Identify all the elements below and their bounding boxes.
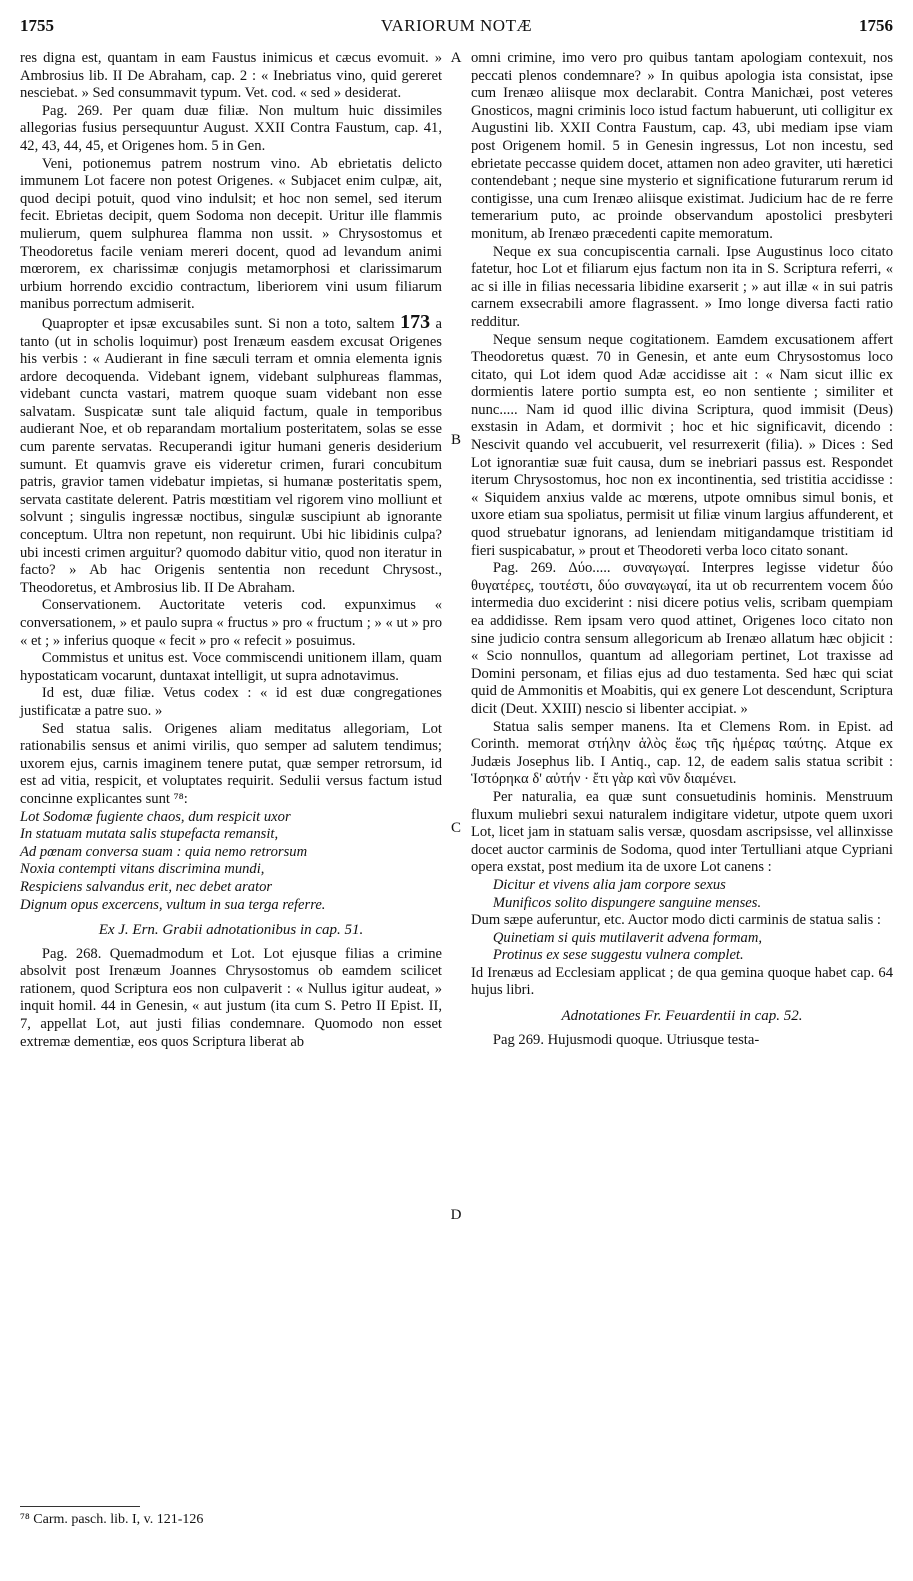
paragraph-text: Quapropter et ipsæ excusabiles sunt. Si non a toto, saltem — [41, 315, 395, 332]
verse-line: Dicitur et vivens alia jam corpore sexus — [492, 876, 726, 893]
running-header — [20, 16, 893, 40]
margin-marker-c: C — [450, 820, 461, 836]
section-heading: Ex J. Ern. Grabii adnotationibus in cap. 51. — [98, 922, 364, 939]
page-number-right: 1756 — [859, 16, 893, 35]
verse-line: Munificos solito dispungere sanguine menses. — [492, 894, 762, 911]
paragraph: Pag 269. Hujusmodi quoque. Utriusque testa- — [492, 1031, 760, 1048]
verse-line: Noxia contempti vitans discrimina mundi, — [20, 861, 265, 878]
verse-line: Protinus ex sese suggestu vulnera complet. — [492, 947, 744, 964]
paragraph: Pag. 269. Per quam duæ filiæ. Non multum huic dissimiles allegorias fusius persequuntur August. XXII Contra Faustum, cap. 41, 42, 43, 44, 45, et Origenes hom. 5 in Gen. — [20, 102, 442, 154]
paragraph: Neque sensum neque cogitationem. Eamdem excusationem affert Theodoretus quæst. 70 in Genesin, et ante eum Chrysostomus loco citato, qui Lot idem quod Adæ accidisse ait : « Nam sicut illic ex dormientis latere portio sumpta est, eo non sentiente ; similiter et nunc..... Nam id quod illic divina Scriptura, quod immisit (Deus) exstasin in Adam, et dormivit ; hoc et hic significavit, dicendo : Nescivit quando vel accubuerit, vel resurrexerit (filia). » Dices : Sed Lot ignorantiæ suæ fuit causa, dum se inebriari passus est. Respondet iterum Chrysostomus, hoc non ex incontinentia, sed tristitia accidisse : « Siquidem anxius valde ac mœrens, utpote omnibus simul bonis, et uxore etiam sua spoliatus, permisit ut filiæ vinum largius affunderent, et quod struebatur ignorans, ad leniendam mitigandamque tristitiam id fieri suspicabatur, » prout et Theodoreti verba loco citato sonant. — [471, 331, 893, 559]
page-number-left: 1755 — [20, 16, 54, 35]
paragraph: Commistus et unitus est. Voce commiscendi unitionem illam, quam hypostaticam vocarunt, duntaxat intelligit, ut supra adnotavimus. — [20, 650, 442, 684]
margin-marker-a: A — [450, 50, 462, 66]
paragraph: omni crimine, imo vero pro quibus tantam apologiam contexuit, nos peccati plenos condemnare? » In quibus apologia ista consistat, ipse cum Irenæo aliisque mox declarabit. Contra Manichæi, post veteres Gnosticos, magni criminis loco istud factum habuerunt, uti colligitur ex Augustini lib. XXII Contra Faustum, cap. 43, ubi mediam ipse viam post Origenem homil. 5 in Genesin ingressus, Lot non incestu, sed ebrietate peccasse quidem docet, attamen non adeo graviter, uti hæretici contendebant ; neque sine mysterio et significatione futurarum rerum id contigisse, una cum Irenæo aliisque existimat. Judicium hac de re ferre temerarium puto, ac proinde observandum apostolici presbyteri monitum, ab Irenæo præcedenti capite memoratum. — [471, 50, 893, 242]
verse-line: Lot Sodomæ fugiente chaos, dum respicit uxor — [20, 808, 291, 825]
running-title: VARIORUM NOTÆ — [380, 16, 533, 35]
verse-line: Quinetiam si quis mutilaverit advena formam, — [492, 929, 763, 946]
section-heading: Adnotationes Fr. Feuardentii in cap. 52. — [561, 1008, 803, 1025]
right-column — [471, 50, 893, 1049]
footnote: ⁷⁸ Carm. pasch. lib. I, v. 121-126 — [20, 1512, 204, 1527]
paragraph: Veni, potionemus patrem nostrum vino. Ab ebrietatis delicto immunem Lot facere non potest Origenes. « Subjacet enim culpæ, ait, quod decipi potuit, quod vino indulsit; et hoc non semel, sed iterum fecit. Ebrietas decipit, quem Sodoma non decepit. Uritur ille flammis mulierum, quem sulphurea flamma non ussit. » Chrysostomus et Theodoretus facile veniam mereri docent, quod ad levandum animi mœrorem, ex charissimæ conjugis metamorphosi et clarissimarum urbium horrendo excidio contractum, liberiorem vini usum filiarum manibus porrectum admiserit. — [20, 155, 442, 313]
paragraph: Pag. 268. Quemadmodum et Lot. Lot ejusque filias a crimine absolvit post Irenæum Joannes Chrysostomus ob eamdem scilicet rationem, quod Scriptura eos non culpaverit : « Nullus igitur audeat, » inquit homil. 44 in Genesin, « aut justum (ita cum S. Petro II Epist. II, 7, appellat Lot, aut justi filias condemnare. Quomodo non esset extremæ dementiæ, eos quos Scriptura liberat ab — [20, 945, 442, 1050]
paragraph: Neque ex sua concupiscentia carnali. Ipse Augustinus loco citato fatetur, hoc Lot et filiarum ejus factum non ita in S. Scriptura referri, « ac si ille in filias necessaria libidine exarserit ; » aut illæ « in sui patris carnem exsecrabili amore flagrassent. » Imo longe diversa facti ratio redditur. — [471, 243, 893, 330]
paragraph: Pag. 269. Δύο..... συναγωγαί. Interpres legisse videtur δύο θυγατέρες, τουτέστι, δύο συναγωγαί, ita ut ob recurrentem vocem δύο intermedia duo exciderint : nisi dicere potius velis, scribam quempiam ea addidisse. Rem ipsam vero quod attinet, Origenes loco citato non sine judicio contra sensum allegoricum ab Irenæo allatum hæc objicit : « Scio nonnullos, quantum ad allegoriam pertinet, Lot traxisse ad Domini personam, et filias ejus ad duo testamenta. Sed hæc qui sciat quid de Ammonitis et Moabitis, qui ex genere Lot descendunt, Scriptura dicit (Deut. XXIII) nescio si libenter accipiat. » — [471, 560, 893, 717]
margin-marker-d: D — [450, 1207, 462, 1223]
paragraph: Id est, duæ filiæ. Vetus codex : « id est duæ congregationes justificatæ a patre suo. » — [20, 685, 442, 719]
paragraph: Per naturalia, ea quæ sunt consuetudinis hominis. Menstruum fluxum muliebri sexui naturalem indigitare videtur, utpote quem uxori Lot, licet jam in statuam salis versæ, quosdam ascripsisse, vel allinxisse docet auctor carminis de Sodoma, quod inter Tertulliani atque Cypriani opera exstat, post medium ita de uxore Lot canens : — [471, 788, 893, 876]
verse-line: In statuam mutata salis stupefacta remansit, — [20, 826, 279, 843]
paragraph: Id Irenæus ad Ecclesiam applicat ; de qua gemina quoque habet cap. 64 hujus libri. — [471, 964, 893, 999]
paragraph: Conservationem. Auctoritate veteris cod. expunximus « conversationem, » et paulo supra « fructus » pro « fructum ; » « ut » pro « et ; » inferius quoque « fecit » pro « refecit » posuimus. — [20, 597, 442, 649]
left-column — [20, 50, 442, 1051]
paragraph: Statua salis semper manens. Ita et Clemens Rom. in Epist. ad Corinth. memorat στήλην ἁλὸς ἕως τῆς ἡμέρας ταύτης. Atque ex Judæis Josephus lib. I Antiq., cap. 12, de eadem salis statua scribit : Ἱστόρηκα δ' αὐτήν · ἔτι γὰρ καὶ νῦν διαμένει. — [471, 718, 893, 788]
verse-line: Ad pœnam conversa suam : quia nemo retrorsum — [20, 843, 308, 860]
paragraph-text: a tanto (ut in scholis loquimur) post Irenæum easdem excusat Origenes his verbis : « Audierant in fine sæculi terram et omnia elementa ignis ardore decoquenda. Videbant ignem, videbant sulphureas flammas, videbant cuncta vastari, matrem quoque suam videbant non esse salvatam. Suspicatæ sunt tale aliquid factum, quale in temporibus audierant Noe, et ob reparandam mortalium posteritatem, solas se esse cum parente servatas. Recuperandi igitur humani generis desiderium sumunt. Et quamvis grave eis videretur crimen, furari concubitum patris, gravior tamen videbatur impietas, si humanæ posteritatis spem, servata castitate delerent. Patris mœstitiam vel rigorem vino molliunt et solvunt ; singulis ingressæ noctibus, singulæ suscipiunt ab ignorante conceptum. Ultra non repetunt, non requirunt. Ubi hic libidinis culpa? ubi incesti crimen arguitur? quomodo dabitur vitio, quod non iteratur in facto? » Ab hac Origenis sententia non recedunt Chrysost., Theodoretus, et Ambrosius lib. II De Abraham. — [20, 315, 442, 596]
footnote-rule — [20, 1506, 140, 1507]
column-number: 173 — [400, 310, 431, 333]
paragraph: res digna est, quantam in eam Faustus inimicus et cæcus evomuit. » Ambrosius lib. II De Abraham, cap. 2 : « Inebriatus vino, quid gereret nesciebat. » Sed consummavit typum. Vet. cod. « sed » desiderat. — [20, 50, 442, 102]
verse-line: Respiciens salvandus erit, nec debet arator — [20, 878, 273, 895]
paragraph: Dum sæpe auferuntur, etc. Auctor modo dicti carminis de statua salis : — [471, 912, 881, 929]
margin-marker-b: B — [450, 432, 461, 448]
paragraph: Sed statua salis. Origenes aliam meditatus allegoriam, Lot rationabilis sensus et animi virilis, quo semper ad salutem tendimus; uxorem ejus, carnis imaginem tenere putat, quæ semper retrorsum, id est ad vitia, respicit, et voluptates requirit. Sedulii versus factum istud concinne explicantes sunt ⁷⁸: — [20, 720, 442, 807]
paragraph — [20, 310, 442, 598]
verse-line: Dignum opus excercens, vultum in sua terga referre. — [20, 896, 326, 913]
